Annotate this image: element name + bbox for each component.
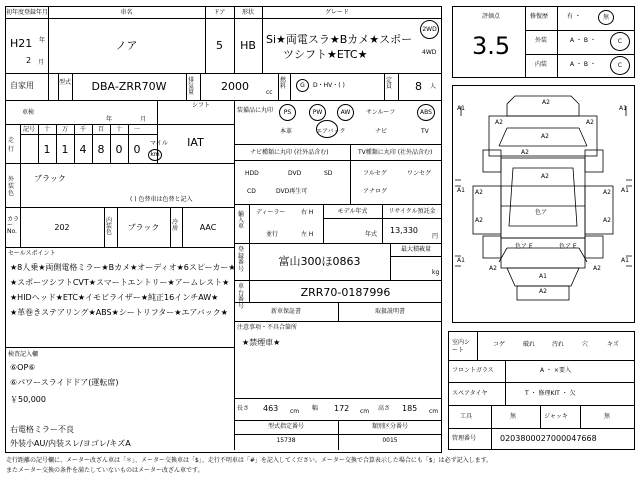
mark-door-l2: A2 [475, 217, 483, 224]
equip-tv: TV [421, 128, 429, 135]
mark-door-r2: A2 [603, 217, 611, 224]
tv-label: TV種類に丸印 (社外品含む) [358, 149, 433, 156]
inspector-line-2: ⑥パワースライドドア(運転席) [10, 378, 119, 387]
equip-leather: 本革 [280, 128, 293, 135]
model-year-unit: 年式 [365, 231, 378, 238]
ac: AAC [199, 223, 217, 232]
displacement-label: 排気量 [188, 77, 195, 96]
mileage-digit: 4 [79, 143, 87, 156]
tv-oneseg: ワンセグ [407, 170, 432, 177]
digit-header: 記号 [22, 126, 35, 133]
unit-mile: マイル [150, 140, 168, 147]
exterior-options: A ・ B ・ [570, 37, 596, 44]
running-label: 走行 [8, 137, 15, 153]
yen-unit: 円 [432, 233, 439, 240]
damage-diagram [452, 85, 635, 323]
plate-label: 登録番号 [238, 246, 245, 273]
equipment-label: 装備品に丸印 [237, 107, 274, 114]
grade-line-1: Si★両電スラ★Bカメ★スポー [266, 33, 413, 46]
repair-options: 有 ・ [567, 13, 581, 20]
mileage-digit: 0 [115, 143, 123, 156]
fuel-rest: D・HV・( ) [313, 82, 345, 89]
mark-a1-3: A1 [457, 187, 465, 194]
seat-tear: 破れ [523, 341, 536, 348]
tv-analog: アナログ [363, 188, 388, 195]
seat-hole: 穴 [582, 341, 589, 348]
type-num-label: 型式指定番号 [267, 423, 304, 430]
width-cm: cm [360, 408, 370, 415]
record-warranty: 新車保証書 [270, 308, 301, 315]
shift-label: シフト [192, 102, 211, 109]
sales-line-4: ★革巻きステアリング★ABS★シートリフター★エアバック★ [10, 308, 228, 317]
mark-rear-a1: A1 [539, 273, 547, 280]
tv-fullseg: フルセグ [363, 170, 387, 177]
car-outline-icon [453, 86, 634, 322]
mark-door-l1: A2 [475, 189, 483, 196]
interior-circled: C [610, 56, 630, 75]
colorcode-label: カラー No. [7, 216, 20, 235]
model: DBA-ZRR70W [91, 80, 167, 93]
mark-a1-4: A1 [621, 187, 629, 194]
tools-label: 工具 [460, 413, 473, 420]
length-label: 長さ [237, 405, 250, 412]
digit-header: 千 [79, 126, 86, 133]
mark-rear-l: A2 [489, 265, 497, 272]
capacity: 8 [415, 80, 422, 93]
navi-dvd-play: DVD再生可 [276, 188, 308, 195]
mark-f-left: A2 [495, 119, 503, 126]
drive-4wd: 4WD [422, 49, 437, 56]
mark-color-center: 色ア [535, 209, 548, 216]
interior-seat-label: 室内シート [452, 339, 471, 354]
equip-airbag: エアバック [316, 128, 346, 135]
inspector-line-6: 外装小AU/内装スレ/ヨゴレ/キズA [10, 439, 131, 448]
mark-color-e-r: 色ア E [559, 243, 577, 250]
equip-sunroof: サンルーフ [366, 109, 396, 116]
inspection-year: 年 [106, 116, 113, 123]
spare-label: スペアタイヤ [452, 390, 488, 397]
color-note: ( ) 色替車は色替と記入 [130, 196, 193, 203]
score-label: 評価点 [482, 13, 501, 20]
shape-label: 形状 [241, 9, 254, 16]
plate: 富山300ほ0863 [278, 255, 361, 268]
seat-stain: 汚れ [552, 341, 565, 348]
height-cm: cm [429, 408, 439, 415]
seat-scratch: キズ [607, 341, 619, 348]
height-label: 高さ [378, 405, 391, 412]
equip-abs: ABS [417, 104, 435, 121]
jack-value: 無 [604, 413, 611, 420]
cc-unit: cc [266, 89, 273, 96]
reg-year-label: 初年度登録年月 [6, 9, 49, 16]
sales-line-1: ★8人乗★両側電格ミラー★Bカメ★オーディオ★6スピーカー★ [10, 263, 236, 272]
jack-label: ジャッキ [544, 413, 568, 420]
digit-header: 十 [43, 126, 50, 133]
shift: IAT [187, 136, 204, 149]
interior-color: ブラック [127, 223, 160, 232]
inspection-month: 月 [140, 116, 147, 123]
mark-hood: A2 [541, 133, 549, 140]
recycle: 13,330 [390, 226, 418, 235]
fuel-label: 燃料 [280, 77, 287, 90]
doors: 5 [216, 39, 223, 52]
inspector-line-3: ￥50,000 [10, 395, 46, 404]
score: 3.5 [472, 32, 511, 60]
footer-line-2: またメーター交換の条件を満たしていないものはメーター改ざん車です。 [6, 467, 204, 474]
fuel-g-circle: G [296, 79, 309, 92]
repair-label: 修復歴 [530, 13, 549, 20]
repair-circled: 無 [598, 10, 614, 25]
year-unit: 年 [39, 37, 46, 44]
sales-line-3: ★HIDヘッド★ETC★イモビライザー★純正16インチAW★ [10, 293, 219, 302]
mark-glass-l: A2 [521, 149, 529, 156]
inspector-label: 検査記入欄 [8, 351, 39, 358]
interior-label: 内装 [535, 61, 548, 68]
color-value: ブラック [34, 174, 66, 183]
recycle-label: リサイクル預託金 [388, 208, 436, 215]
import-dealer: ディーラー [256, 209, 286, 216]
reg-month: 2 [26, 56, 32, 65]
mark-color-e-l: 色ア E [515, 243, 533, 250]
digit-header: 十 [115, 126, 122, 133]
mark-a1-1: A1 [457, 105, 465, 112]
inspector-line-1: ⑥OP⑥ [10, 363, 36, 372]
grade-line-2: ツシフト★ETC★ [283, 48, 368, 61]
import-left-h: 左 H [301, 231, 314, 238]
import-label: 輸入車 [238, 211, 245, 230]
sales-label: セールスポイント [8, 250, 56, 257]
door-label: ドア [213, 9, 226, 16]
windshield-label: フロントガラス [452, 367, 494, 374]
mgmt-value: 0203800027000047668 [500, 434, 597, 443]
navi-sd: SD [324, 170, 333, 177]
notes-value: ★禁煙車★ [242, 338, 281, 347]
colorcode: 202 [54, 223, 70, 232]
import-parallel: 並行 [266, 231, 279, 238]
seat-burn: コゲ [493, 341, 506, 348]
mark-a1-2: A1 [619, 105, 627, 112]
displacement: 2000 [221, 80, 249, 93]
class-num-label: 類別区分番号 [371, 423, 408, 430]
ac-label: 冷房 [172, 219, 179, 232]
type-num: 15738 [276, 437, 296, 444]
mgmt-label: 管理番号 [452, 435, 477, 442]
length: 463 [263, 404, 279, 413]
mileage-digit: 0 [133, 143, 141, 156]
inspector-line-5: 右電格ミラー不良 [10, 425, 74, 434]
car-name-label: 車名 [120, 9, 133, 16]
interior-color-label: 内装色 [106, 217, 113, 236]
digit-header: 一 [133, 126, 140, 133]
mark-a1-5: A1 [457, 257, 465, 264]
car-name: ノア [115, 39, 138, 52]
navi-cd: CD [247, 188, 256, 195]
spare-value: T ・ 修理KIT ・ 欠 [525, 390, 576, 397]
interior-options: A ・ B ・ [570, 61, 596, 68]
class-num: 0015 [382, 437, 398, 444]
digit-header: 万 [61, 126, 68, 133]
load-label: 最大積載量 [400, 246, 431, 253]
drive-2wd-circle: 2WD [420, 20, 439, 39]
equip-aw: AW [337, 104, 354, 121]
mark-rear-r: A2 [593, 265, 601, 272]
mark-front-top: A2 [542, 99, 550, 106]
equip-pw: PW [309, 104, 326, 121]
month-unit: 月 [38, 59, 45, 66]
inspection-label: 車検 [22, 109, 35, 116]
record-manual: 取扱説明書 [374, 308, 405, 315]
mark-bumper-a2: A2 [539, 288, 547, 295]
windshield-value: A ・ ×要入 [540, 367, 571, 374]
kg-unit: kg [432, 269, 440, 276]
mileage-digit: 8 [97, 143, 105, 156]
mileage-digit: 1 [61, 143, 69, 156]
mark-f-right: A2 [586, 119, 594, 126]
tools-value: 無 [510, 413, 517, 420]
usage: 自家用 [10, 81, 34, 90]
equip-ps: PS [279, 104, 296, 121]
color-label: 外装色 [8, 176, 15, 198]
chassis: ZRR70-0187996 [300, 286, 391, 299]
mileage-digit: 1 [43, 143, 51, 156]
footer-line-1: 走行距離の記号欄に、メーター改ざん車は「＊」、メーター交換車は「$」、走行不明車は「#」を記入してください。メーター交換で合算表示した場合にも「$」は必ず記入します。 [6, 457, 493, 464]
capacity-label: 定員 [386, 77, 393, 90]
width-label: 幅 [312, 405, 319, 412]
import-right-h: 右 H [301, 209, 314, 216]
capacity-unit: 人 [430, 83, 437, 90]
width: 172 [334, 404, 350, 413]
shape: HB [240, 39, 256, 52]
length-cm: cm [290, 408, 300, 415]
exterior-circled: C [610, 32, 630, 51]
notes-label: 注意事項・不具合箇所 [237, 324, 298, 331]
unit-km-circle: km [148, 149, 162, 161]
height: 185 [402, 404, 418, 413]
grade-label: グレード [324, 9, 349, 16]
exterior-label: 外装 [535, 37, 548, 44]
mark-a1-6: A1 [621, 257, 629, 264]
chassis-label: 車台番号 [238, 283, 245, 310]
navi-label: ナビ種類に丸印 (社外品含む) [250, 149, 329, 156]
navi-hdd: HDD [245, 170, 259, 177]
sales-line-2: ★スポーツシフトCVT★スマートエントリー★アームレスト★ [10, 278, 230, 287]
reg-era: H21 [10, 37, 33, 50]
model-year-label: モデル年式 [337, 208, 368, 215]
digit-header: 百 [97, 126, 104, 133]
mark-door-r1: A2 [603, 189, 611, 196]
equip-navi: ナビ [375, 128, 388, 135]
model-label: 型式 [59, 79, 72, 86]
navi-dvd: DVD [288, 170, 302, 177]
mark-roof: A2 [541, 173, 549, 180]
